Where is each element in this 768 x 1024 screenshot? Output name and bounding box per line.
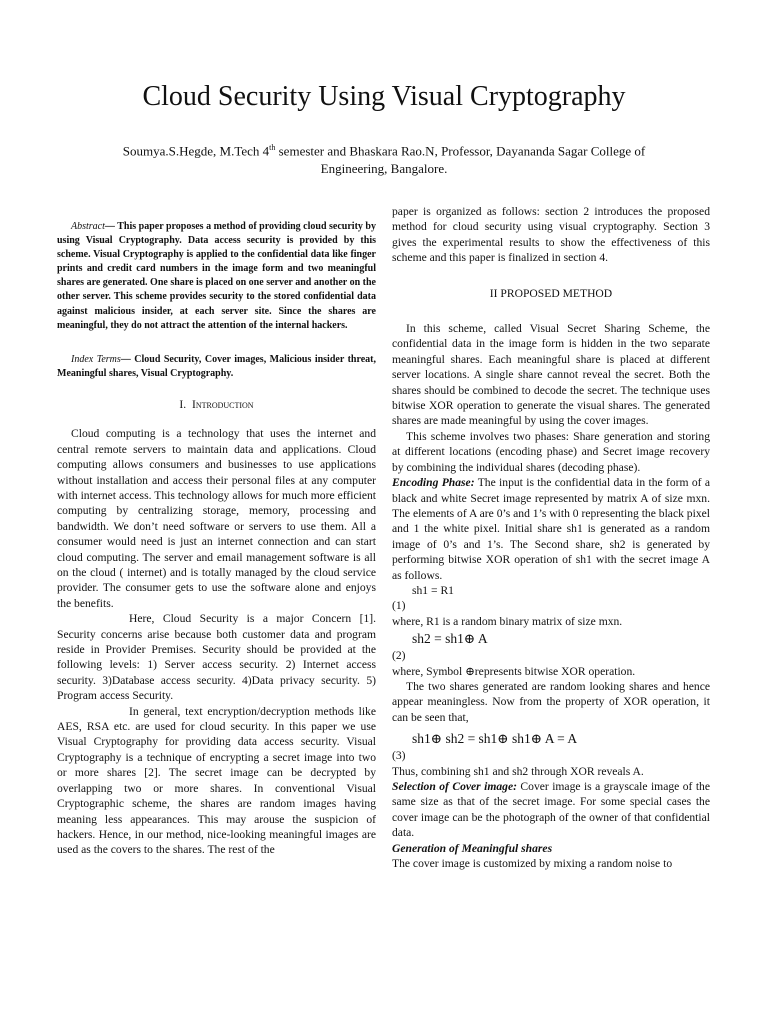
abstract-text: — This paper proposes a method of providing cloud security by using Visual Cryptography. Data access security is provided by this scheme. Visual Cryptography is applied to the confidential data like finger prints and credit card numbers in the image form and two meaningful shares are generated. One share is placed on one server and another on the other server. This scheme provides security to the stored confidential data against malicious insider, at each server site. Since the shares are meaningful, they do not attract the attention of the internal hackers. [57, 221, 376, 331]
index-terms [57, 353, 376, 381]
generation-heading: Generation of Meaningful shares [392, 841, 553, 855]
equation-2-number: (2) [392, 649, 406, 663]
left-column [57, 220, 376, 858]
intro-paragraph-1: Cloud computing is a technology that uses the internet and central remote servers to maintain data and applications. Cloud computing allows consumers and businesses to use applications without installation and access their personal files at any computer with internet access. This technology allows for much more efficient computing by centralizing storage, memory, processing and bandwidth. We don’t need software or servers to use them. All a consumer would need is just an internet connection and can start cloud computing. The server and email management software is all on the cloud ( internet) and is totally managed by the cloud service provider. The consumer gets to use the software alone and enjoys the benefits. [57, 427, 376, 610]
proposed-paragraph-1: In this scheme, called Visual Secret Sharing Scheme, the confidential data in the image form is hidden in the two separate meaningful shares. Each meaningful share is placed at different server locations. A single share cannot reveal the secret. Both the shares should be combined to decode the secret. The technique uses bitwise XOR operation to generate the visual shares. The generated shares are made meaningful by using the cover images. [392, 322, 710, 428]
proposed-paragraph-2: This scheme involves two phases: Share generation and storing at different locations (encoding phase) and Secret image recovery by combining the individual shares (decoding phase). [392, 429, 710, 474]
author-sup: th [269, 143, 276, 152]
author-line-2: Engineering, Bangalore. [320, 161, 448, 177]
equation-2-followup: The two shares generated are random looking shares and hence appear meaningless. Now from the property of XOR operation, it can be seen that, [392, 679, 710, 724]
intro-continuation: paper is organized as follows: section 2 introduces the proposed method for cloud security using visual cryptography. Section 3 gives the experimental results to show the effectiveness of this scheme and this paper is finalized in section 4. [392, 205, 710, 265]
equation-1: sh1 = R1 [412, 583, 454, 597]
author-block [90, 139, 678, 178]
abstract-label: Abstract [71, 221, 105, 232]
abstract [57, 220, 376, 333]
intro-heading [57, 397, 376, 412]
generation-text: The cover image is customized by mixing a random noise to [392, 857, 673, 871]
encoding-phase [392, 475, 710, 583]
cover-label: Selection of Cover image: [392, 780, 517, 793]
equation-1-number: (1) [392, 599, 406, 613]
section-2-heading: II PROPOSED METHOD [489, 286, 613, 300]
equation-3-followup: Thus, combining sh1 and sh2 through XOR reveals A. [392, 764, 644, 778]
intro-heading-label: Introduction [191, 397, 254, 411]
equation-3-number: (3) [392, 749, 406, 763]
equation-3: sh1⊕ sh2 = sh1⊕ sh1⊕ A = A [412, 731, 578, 747]
equation-2: sh2 = sh1⊕ A [412, 631, 488, 647]
cover-image-selection [392, 779, 710, 841]
encoding-label: Encoding Phase: [392, 476, 475, 490]
author-line-1a: Soumya.S.Hegde, M.Tech 4 [122, 143, 270, 159]
encoding-text: The input is the confidential data in the form of a black and white Secret image represented by matrix A of size mxn. The elements of A are 0’s and 1’s with 0 representing the black pixel and 1 the white pixel. Initial share sh1 is generated as a random image of 0’s and 1’s. The Second share, sh2 is generated by performing bitwise XOR operation of sh1 with the secret image A as follows. [392, 476, 710, 582]
author-line-1b: semester and Bhaskara Rao.N, Professor, Dayananda Sagar College of [275, 143, 646, 159]
intro-heading-num: I. [179, 397, 187, 411]
equation-1-where: where, R1 is a random binary matrix of size mxn. [392, 614, 623, 628]
intro-paragraph-2: Here, Cloud Security is a major Concern [1]. Security concerns arise because both customer data and program reside in Provider Premises. Security should be provided at the following levels: 1) Server access security. 2) Internet access security. 3)Database access security. 4)Data privacy security. 5) Program access Security. [57, 612, 376, 703]
right-column [392, 204, 710, 871]
index-terms-label: Index Terms [71, 353, 121, 365]
paper-title: Cloud Security Using Visual Cryptography [142, 81, 626, 112]
cover-text: Cover image is a grayscale image of the same size as that of the secret image. For some special cases the cover image can be the photograph of the owner of that confidential data. [392, 780, 710, 840]
intro-paragraph-3: In general, text encryption/decryption methods like AES, RSA etc. are used for cloud security. In this paper we use Visual Cryptography for providing data access security. Visual Cryptography is a technique of encrypting a secret image into two or more shares [2]. The secret image can be decrypted by overlapping two or more shares. In conventional Visual Cryptographic scheme, the shares are random images having meaning less appearances. This may arouse the suspicion of hackers. Hence, in our method, nice-looking meaningful images are used as the covers to the shares. The rest of the [57, 704, 376, 857]
index-terms-text: — Cloud Security, Cover images, Malicious insider threat, Meaningful shares, Visual Cryptography. [57, 353, 376, 379]
equation-2-where: where, Symbol ⊕represents bitwise XOR operation. [392, 664, 636, 678]
